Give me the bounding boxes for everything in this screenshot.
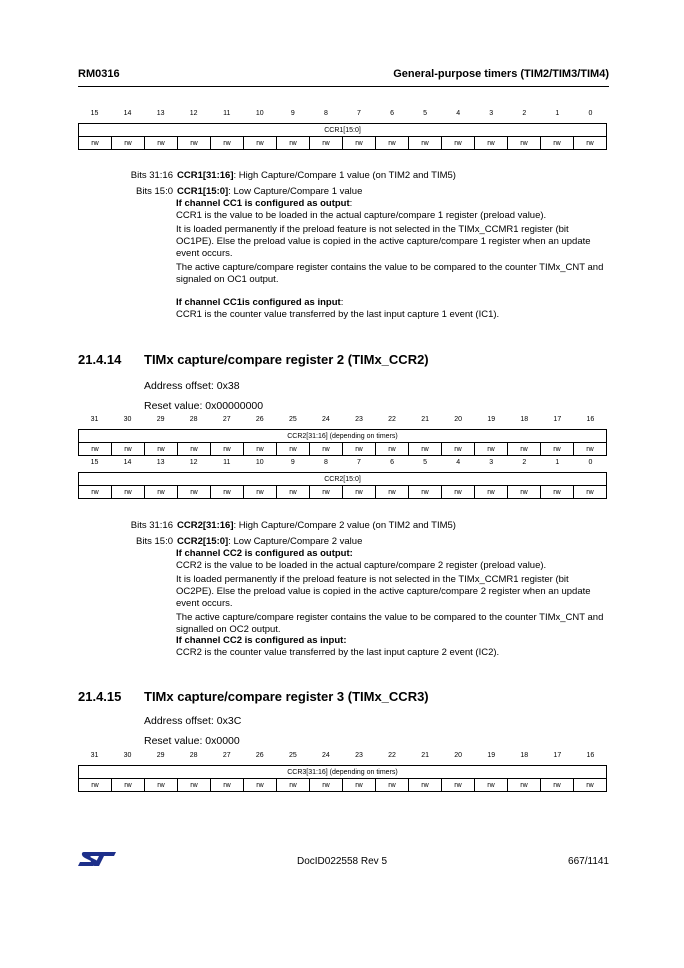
access-cell: rw (508, 443, 541, 456)
bit-number: 27 (222, 752, 231, 759)
field-desc: : Low Capture/Compare 2 value (228, 535, 363, 547)
bit-numbers (78, 416, 607, 429)
bit-number: 4 (456, 459, 461, 466)
bit-number: 17 (553, 416, 562, 423)
access-cell: rw (277, 779, 310, 792)
access-row (79, 137, 607, 150)
access-cell: rw (442, 486, 475, 499)
bit-number: 7 (357, 459, 361, 466)
access-cell: rw (112, 137, 145, 150)
access-cell: rw (310, 137, 343, 150)
access-cell: rw (145, 779, 178, 792)
access-cell: rw (112, 779, 145, 792)
bits-label: Bits 15:0 (136, 185, 173, 197)
access-cell: rw (277, 443, 310, 456)
paragraph: CCR2 is the value to be loaded in the actual capture/compare 2 register (preload value). (176, 559, 547, 571)
doc-code: RM0316 (78, 68, 120, 80)
access-cell: rw (343, 443, 376, 456)
field-name: CCR2[31:16] (177, 520, 234, 531)
access-cell: rw (376, 486, 409, 499)
section-number: 21.4.14 (78, 352, 122, 367)
bit-number: 31 (90, 752, 99, 759)
access-cell: rw (310, 443, 343, 456)
bit-number: 8 (323, 459, 328, 466)
bits-label: Bits 31:16 (130, 520, 173, 531)
bit-number: 5 (423, 459, 428, 466)
bit-number: 3 (489, 110, 494, 117)
access-cell: rw (145, 137, 178, 150)
output-heading: If channel CC1 is configured as output (176, 198, 350, 210)
field-cell: CCR2[31:16] (depending on timers) (79, 430, 607, 443)
output-heading: If channel CC2 is configured as output: (176, 548, 353, 560)
bit-number: 18 (520, 416, 529, 423)
access-cell: rw (409, 137, 442, 150)
bit-number: 19 (487, 752, 496, 759)
bit-number: 15 (90, 459, 99, 466)
bit-numbers (78, 752, 607, 765)
colon: : (340, 297, 344, 309)
access-cell: rw (376, 137, 409, 150)
access-cell: rw (79, 486, 112, 499)
access-cell: rw (574, 137, 607, 150)
bit-number: 16 (586, 752, 595, 759)
bit-number: 5 (423, 110, 428, 117)
access-cell: rw (79, 779, 112, 792)
bit-number: 29 (156, 416, 165, 423)
access-cell: rw (178, 137, 211, 150)
chapter-title: General-purpose timers (TIM2/TIM3/TIM4) (393, 68, 609, 80)
access-cell: rw (343, 779, 376, 792)
ccr2-register-high (78, 416, 607, 456)
access-cell: rw (541, 137, 574, 150)
bit-number: 17 (553, 752, 562, 759)
bits-label: Bits 31:16 (130, 170, 173, 181)
bit-number: 22 (388, 416, 396, 423)
bit-number: 10 (255, 110, 264, 117)
field-name: CCR2[15:0] (177, 535, 229, 547)
footer-doc-id: DocID022558 Rev 5 (296, 856, 388, 867)
access-cell: rw (211, 486, 244, 499)
access-cell: rw (574, 779, 607, 792)
access-row (79, 779, 607, 792)
bit-number: 1 (555, 459, 560, 466)
bit-number: 10 (255, 459, 264, 466)
access-cell: rw (409, 779, 442, 792)
bit-number: 22 (388, 752, 396, 759)
section-title: TIMx capture/compare register 3 (TIMx_CCR3) (144, 689, 429, 704)
bit-numbers (78, 110, 607, 123)
ccr1-description (78, 170, 609, 324)
field-desc: : High Capture/Compare 2 value (on TIM2 and TIM5) (233, 520, 456, 531)
paragraph: The active capture/compare register contains the value to be compared to the counter TIMx_CNT and signaled on OC1 output. (176, 262, 604, 285)
access-cell: rw (343, 486, 376, 499)
bit-number: 30 (123, 752, 132, 759)
field-name: CCR1[15:0] (177, 185, 229, 197)
access-cell: rw (475, 779, 508, 792)
bit-number: 26 (255, 752, 264, 759)
bit-number: 13 (156, 110, 165, 117)
register-table (78, 123, 607, 150)
access-cell: rw (442, 443, 475, 456)
field-cell: CCR3[31:16] (depending on timers) (79, 766, 607, 779)
section-number: 21.4.15 (78, 689, 122, 704)
input-heading: If channel CC2 is configured as input: (176, 635, 347, 647)
bit-number: 2 (522, 459, 527, 466)
bit-number: 19 (487, 416, 496, 423)
address-offset: Address offset: 0x38 (144, 380, 240, 392)
field-cell: CCR2[15:0] (79, 473, 607, 486)
bit-number: 2 (522, 110, 527, 117)
access-cell: rw (343, 137, 376, 150)
bit-number: 13 (156, 459, 165, 466)
bit-number: 9 (290, 459, 295, 466)
field-name: CCR1[31:16] (177, 170, 234, 181)
reset-value: Reset value: 0x0000 (144, 735, 240, 747)
section-title: TIMx capture/compare register 2 (TIMx_CCR2) (144, 352, 429, 367)
register-table (78, 429, 607, 456)
bit-number: 15 (90, 110, 99, 117)
access-cell: rw (310, 486, 343, 499)
access-cell: rw (508, 137, 541, 150)
bit-number: 23 (355, 752, 363, 759)
access-cell: rw (145, 486, 178, 499)
colon: : (349, 198, 353, 210)
address-offset: Address offset: 0x3C (144, 715, 242, 727)
paragraph: The active capture/compare register contains the value to be compared to the counter TIMx_CNT and signalled on OC2 output. (176, 612, 604, 635)
access-cell: rw (178, 443, 211, 456)
bit-number: 26 (255, 416, 264, 423)
bit-number: 11 (223, 459, 231, 466)
field-cell: CCR1[15:0] (79, 124, 607, 137)
paragraph: It is loaded permanently if the preload feature is not selected in the TIMx_CCMR1 register (bit OC1PE). Else the preload value is copied in the active capture/compare 1 register when an update event occurs. (176, 224, 591, 259)
access-cell: rw (409, 486, 442, 499)
bit-number: 20 (454, 752, 463, 759)
access-cell: rw (277, 486, 310, 499)
bit-number: 6 (390, 110, 394, 117)
field-desc: : High Capture/Compare 1 value (on TIM2 and TIM5) (233, 170, 456, 181)
ccr3-register-high (78, 752, 607, 792)
bit-number: 12 (189, 459, 198, 466)
header-divider (78, 86, 609, 87)
bit-number: 11 (223, 110, 231, 117)
bit-number: 4 (456, 110, 461, 117)
bit-number: 24 (322, 752, 330, 759)
ccr1-register-low (78, 110, 607, 150)
bit-number: 25 (288, 752, 297, 759)
access-cell: rw (178, 486, 211, 499)
register-table (78, 472, 607, 499)
paragraph: CCR1 is the counter value transferred by the last input capture 1 event (IC1). (176, 308, 500, 320)
page-header (78, 68, 609, 84)
access-cell: rw (376, 443, 409, 456)
bit-number: 29 (156, 752, 165, 759)
access-cell: rw (541, 486, 574, 499)
bit-number: 25 (288, 416, 297, 423)
input-heading: If channel CC1is configured as input (176, 297, 341, 309)
bit-number: 16 (586, 416, 595, 423)
access-cell: rw (244, 443, 277, 456)
bit-number: 20 (454, 416, 463, 423)
access-cell: rw (244, 486, 277, 499)
access-cell: rw (442, 137, 475, 150)
access-cell: rw (211, 137, 244, 150)
bit-number: 0 (588, 459, 593, 466)
register-table (78, 765, 607, 792)
bit-number: 3 (489, 459, 494, 466)
access-cell: rw (376, 779, 409, 792)
bit-number: 14 (123, 110, 132, 117)
ccr2-description (78, 520, 609, 662)
bit-number: 14 (123, 459, 132, 466)
bit-number: 30 (123, 416, 132, 423)
paragraph: It is loaded permanently if the preload feature is not selected in the TIMx_CCMR1 register (bit OC2PE). Else the preload value is copied in the active capture/compare 2 register when an update event occurs. (176, 574, 591, 609)
field-desc: : Low Capture/Compare 1 value (228, 185, 363, 197)
bit-number: 21 (421, 416, 429, 423)
bit-number: 23 (355, 416, 363, 423)
access-cell: rw (145, 443, 178, 456)
bit-number: 7 (357, 110, 361, 117)
bit-number: 27 (222, 416, 231, 423)
bit-number: 0 (588, 110, 593, 117)
access-cell: rw (211, 779, 244, 792)
bits-label: Bits 15:0 (136, 535, 173, 547)
access-cell: rw (244, 137, 277, 150)
access-cell: rw (508, 779, 541, 792)
paragraph: CCR1 is the value to be loaded in the actual capture/compare 1 register (preload value). (176, 209, 547, 221)
reset-value: Reset value: 0x00000000 (144, 400, 264, 412)
access-cell: rw (310, 779, 343, 792)
access-cell: rw (541, 443, 574, 456)
paragraph: CCR2 is the counter value transferred by the last input capture 2 event (IC2). (176, 646, 500, 658)
bit-number: 12 (189, 110, 198, 117)
access-cell: rw (79, 137, 112, 150)
access-cell: rw (541, 779, 574, 792)
access-cell: rw (178, 779, 211, 792)
access-cell: rw (112, 443, 145, 456)
bit-number: 9 (290, 110, 295, 117)
access-cell: rw (475, 443, 508, 456)
bit-number: 18 (520, 752, 529, 759)
bit-numbers (78, 459, 607, 472)
access-cell: rw (442, 779, 475, 792)
bit-number: 31 (90, 416, 99, 423)
access-cell: rw (244, 779, 277, 792)
bit-number: 28 (189, 416, 198, 423)
access-cell: rw (112, 486, 145, 499)
access-cell: rw (475, 486, 508, 499)
access-row (79, 486, 607, 499)
footer-page-number: 667/1141 (568, 856, 609, 867)
access-cell: rw (79, 443, 112, 456)
access-cell: rw (508, 486, 541, 499)
access-cell: rw (475, 137, 508, 150)
bit-number: 8 (323, 110, 328, 117)
bit-number: 6 (390, 459, 394, 466)
bit-number: 21 (421, 752, 429, 759)
access-cell: rw (277, 137, 310, 150)
access-cell: rw (574, 486, 607, 499)
access-row (79, 443, 607, 456)
bit-number: 24 (322, 416, 330, 423)
ccr2-register-low (78, 459, 607, 499)
access-cell: rw (211, 443, 244, 456)
access-cell: rw (574, 443, 607, 456)
access-cell: rw (409, 443, 442, 456)
bit-number: 1 (555, 110, 560, 117)
bit-number: 28 (189, 752, 198, 759)
